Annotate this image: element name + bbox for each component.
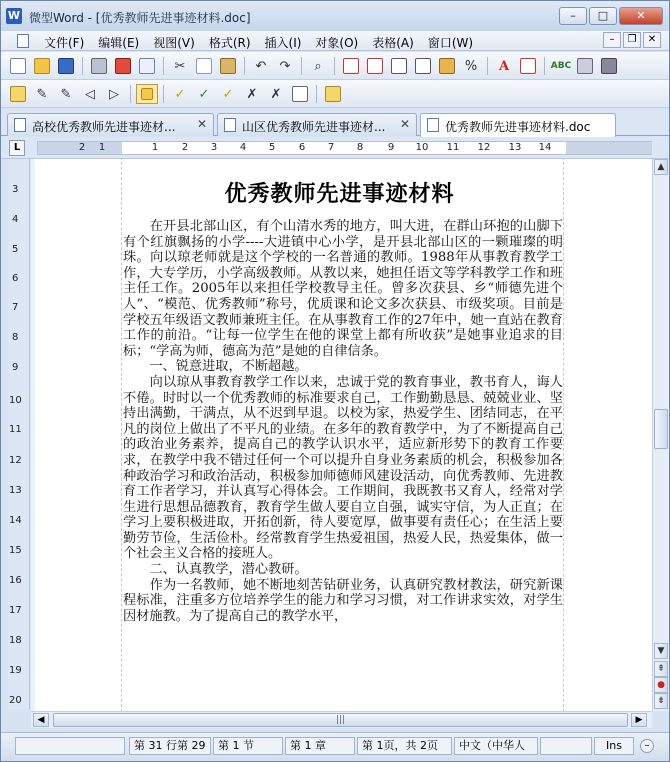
vertical-scrollbar[interactable]	[652, 159, 669, 711]
document-tabs	[1, 110, 669, 136]
status-page: 第 1页，共 2页	[357, 737, 452, 755]
window-title: 微型Word - [优秀教师先进事迹材料.doc]	[29, 11, 251, 25]
edit-comment-icon[interactable]: ✎	[36, 86, 48, 102]
doc-minimize-button[interactable]: –	[603, 32, 621, 48]
cut-icon[interactable]: ✂	[174, 58, 186, 74]
previous-page-icon[interactable]: ⇞	[654, 661, 668, 677]
menu-view[interactable]: 视图(V)	[153, 36, 195, 50]
insert-table-icon[interactable]	[388, 56, 410, 76]
paragraph: 二、认真教学，潜心教研。	[123, 562, 308, 578]
vertical-scroll-thumb[interactable]	[654, 409, 668, 449]
tab-document-1[interactable]	[7, 113, 214, 136]
menu-edit[interactable]: 编辑(E)	[98, 36, 140, 50]
percent-icon[interactable]: %	[464, 58, 478, 74]
word-app-icon: W	[7, 9, 21, 22]
horizontal-ruler-bar	[1, 137, 669, 159]
copy-icon[interactable]	[193, 56, 215, 76]
scroll-left-icon[interactable]: ◀	[33, 713, 49, 727]
tab-stop-selector[interactable]: L	[9, 140, 25, 156]
doc-restore-button[interactable]: ❐	[623, 32, 641, 48]
track-changes-icon[interactable]	[7, 84, 29, 104]
tab-label: 高校优秀教师先进事迹材...	[32, 120, 176, 134]
tab-close-icon[interactable]: ✕	[399, 117, 410, 131]
menu-bar	[1, 31, 669, 51]
menu-object[interactable]: 对象(O)	[315, 36, 359, 50]
review-pane-icon[interactable]	[289, 84, 311, 104]
close-button[interactable]: ✕	[619, 7, 663, 25]
document-title: 优秀教师先进事迹材料	[224, 181, 455, 207]
format-paint-icon[interactable]	[517, 56, 539, 76]
status-insert-mode[interactable]: Ins	[594, 737, 634, 755]
status-position: 第 31 行第 29	[129, 737, 211, 755]
spellcheck-icon[interactable]: ABC	[550, 61, 572, 71]
paste-icon[interactable]	[217, 56, 239, 76]
tab-document-3[interactable]	[420, 113, 616, 137]
document-icon	[224, 118, 236, 132]
reject-all-icon[interactable]: ✗	[246, 86, 258, 102]
horizontal-scrollbar[interactable]	[31, 711, 652, 728]
horizontal-ruler[interactable]: 2 1 1 2 3 4 5 6 7 8 9 10 11 12 13 14	[37, 141, 652, 155]
paragraph: 向以琼从事教育教学工作以来，忠诚于党的教育事业，教书育人，诲人不倦。时时以一个优秀教师的标准要求自己，工作勤勤恳恳、兢兢业业、坚持出满勤，干满点，从不迟到早退。以校为家，热爱学生、团结同志，在平凡的岗位上做出了不平凡的业绩。在多年的教育教学中，为了不断提高自己的政治业务素养，提高自己的教学认识水平，适应新形势下的教育工作要求，在教学中我不错过任何一个可以提升自身业务素质的机会，积极参加各种政治学习和政治活动，积极参加师德师风建设活动，向优秀教师、先进教育工作者学习，并认真写心得体会。工作期间，我既教书又育人，经常对学生进行思想品德教育，教育学生做人要自立自强，诚实守信，为人正直；在学习上要积极进取，开拓创新，待人要宽厚，做事要有责任心；在生活上要勤劳节俭，生活俭朴。经常教育学生热爱祖国，热爱人民，热爱集体，做一个社会主义合格的接班人。	[123, 374, 563, 562]
insert-textbox-icon[interactable]	[364, 56, 386, 76]
standard-toolbar	[1, 52, 669, 80]
word-count-icon[interactable]	[574, 56, 596, 76]
status-language: 中文（中华人	[454, 737, 538, 755]
zoom-out-icon[interactable]: –	[640, 739, 654, 753]
maximize-button[interactable]: □	[589, 7, 617, 25]
browse-object-icon[interactable]: ●	[654, 677, 668, 693]
document-icon[interactable]	[17, 34, 29, 48]
accept-all-icon[interactable]: ✓	[198, 86, 210, 102]
scroll-down-icon[interactable]: ▼	[654, 643, 668, 659]
menu-format[interactable]: 格式(R)	[208, 36, 251, 50]
vertical-ruler[interactable]: 3 4 5 6 7 8 9 10 11 12 13 14 15 16 17 18 19 20	[8, 159, 30, 709]
print-icon[interactable]	[88, 56, 110, 76]
scroll-up-icon[interactable]: ▲	[654, 159, 668, 175]
open-folder-icon[interactable]	[31, 56, 53, 76]
undo-icon[interactable]: ↶	[255, 58, 267, 74]
scroll-right-icon[interactable]: ▶	[631, 713, 647, 727]
tab-label: 优秀教师先进事迹材料.doc	[445, 120, 591, 134]
review-toolbar	[1, 80, 669, 108]
menu-window[interactable]: 窗口(W)	[427, 36, 474, 50]
options-icon[interactable]	[598, 56, 620, 76]
document-body[interactable]	[123, 219, 563, 624]
font-color-icon[interactable]: A	[498, 58, 510, 74]
paragraph: 一、锐意进取，不断超越。	[123, 359, 308, 375]
next-page-icon[interactable]: ⇟	[654, 693, 668, 709]
reject-change-icon[interactable]: ✓	[222, 86, 234, 102]
status-section: 第 1 节	[213, 737, 283, 755]
status-blank-2	[540, 737, 592, 755]
paragraph: 作为一名教师，她不断地刻苦钻研业务，认真研究教材教法，研究新课程标准，注重多方位培养学生的能力和学习习惯，对工作讲求实效，对学生因材施教。为了提高自己的教学水平，	[123, 577, 563, 624]
new-document-icon[interactable]	[7, 56, 29, 76]
status-bar	[1, 732, 669, 761]
delete-comment-icon[interactable]: ✎	[60, 86, 72, 102]
title-bar[interactable]	[1, 1, 669, 31]
redo-icon[interactable]: ↷	[279, 58, 291, 74]
insert-field-icon[interactable]	[340, 56, 362, 76]
insert-image-icon[interactable]	[436, 56, 458, 76]
menu-insert[interactable]: 插入(I)	[264, 36, 302, 50]
minimize-button[interactable]: –	[559, 7, 587, 25]
tab-document-2[interactable]	[217, 113, 417, 136]
reviewing-tools-icon[interactable]	[322, 84, 344, 104]
document-icon	[14, 118, 26, 132]
next-comment-icon[interactable]: ▷	[109, 86, 119, 102]
menu-table[interactable]: 表格(A)	[372, 36, 414, 50]
find-binoculars-icon[interactable]: ⌕	[314, 58, 322, 74]
compare-icon[interactable]: ✗	[270, 86, 282, 102]
document-icon	[427, 118, 439, 132]
insert-frame-icon[interactable]	[412, 56, 434, 76]
save-icon[interactable]	[55, 56, 77, 76]
menu-file[interactable]: 文件(F)	[44, 36, 85, 50]
previous-comment-icon[interactable]: ◁	[85, 86, 95, 102]
accept-change-icon[interactable]: ✓	[174, 86, 186, 102]
tab-close-icon[interactable]: ✕	[196, 117, 207, 131]
print-preview-icon[interactable]	[136, 56, 158, 76]
document-page[interactable]	[31, 159, 652, 711]
tab-label: 山区优秀教师先进事迹材...	[242, 120, 386, 134]
doc-close-button[interactable]: ✕	[643, 32, 661, 48]
status-blank	[15, 737, 125, 755]
status-chapter: 第 1 章	[285, 737, 355, 755]
paragraph: 在开县北部山区，有个山清水秀的地方，叫大进，在群山环抱的山脚下有个红旗飘扬的小学----大进镇中心小学，是开县北部山区的一颗璀璨的明珠。向以琼老师就是这个学校的一名普通的教师。1988年从事教育教学工作，大专学历，小学高级教师。从教以来，她担任语文等学科教学工作和班主任工作。2005年以来担任学校教导主任。曾多次获县、乡“师德先进个人”、“模范、优秀教师”称号，优质课和论文多次获县、市级奖项。目前是学校五年级语文教师兼班主任。在从事教育工作的27年中，她一直站在教育工作的前沿。“让每一位学生在他的课堂上都有所收获”是她事业追求的目标；“学高为师，德高为范”是她的自律信条。	[123, 219, 563, 359]
horizontal-scroll-thumb[interactable]: |||	[53, 713, 628, 727]
pdf-export-icon[interactable]	[112, 56, 134, 76]
show-markup-icon[interactable]	[136, 84, 158, 104]
